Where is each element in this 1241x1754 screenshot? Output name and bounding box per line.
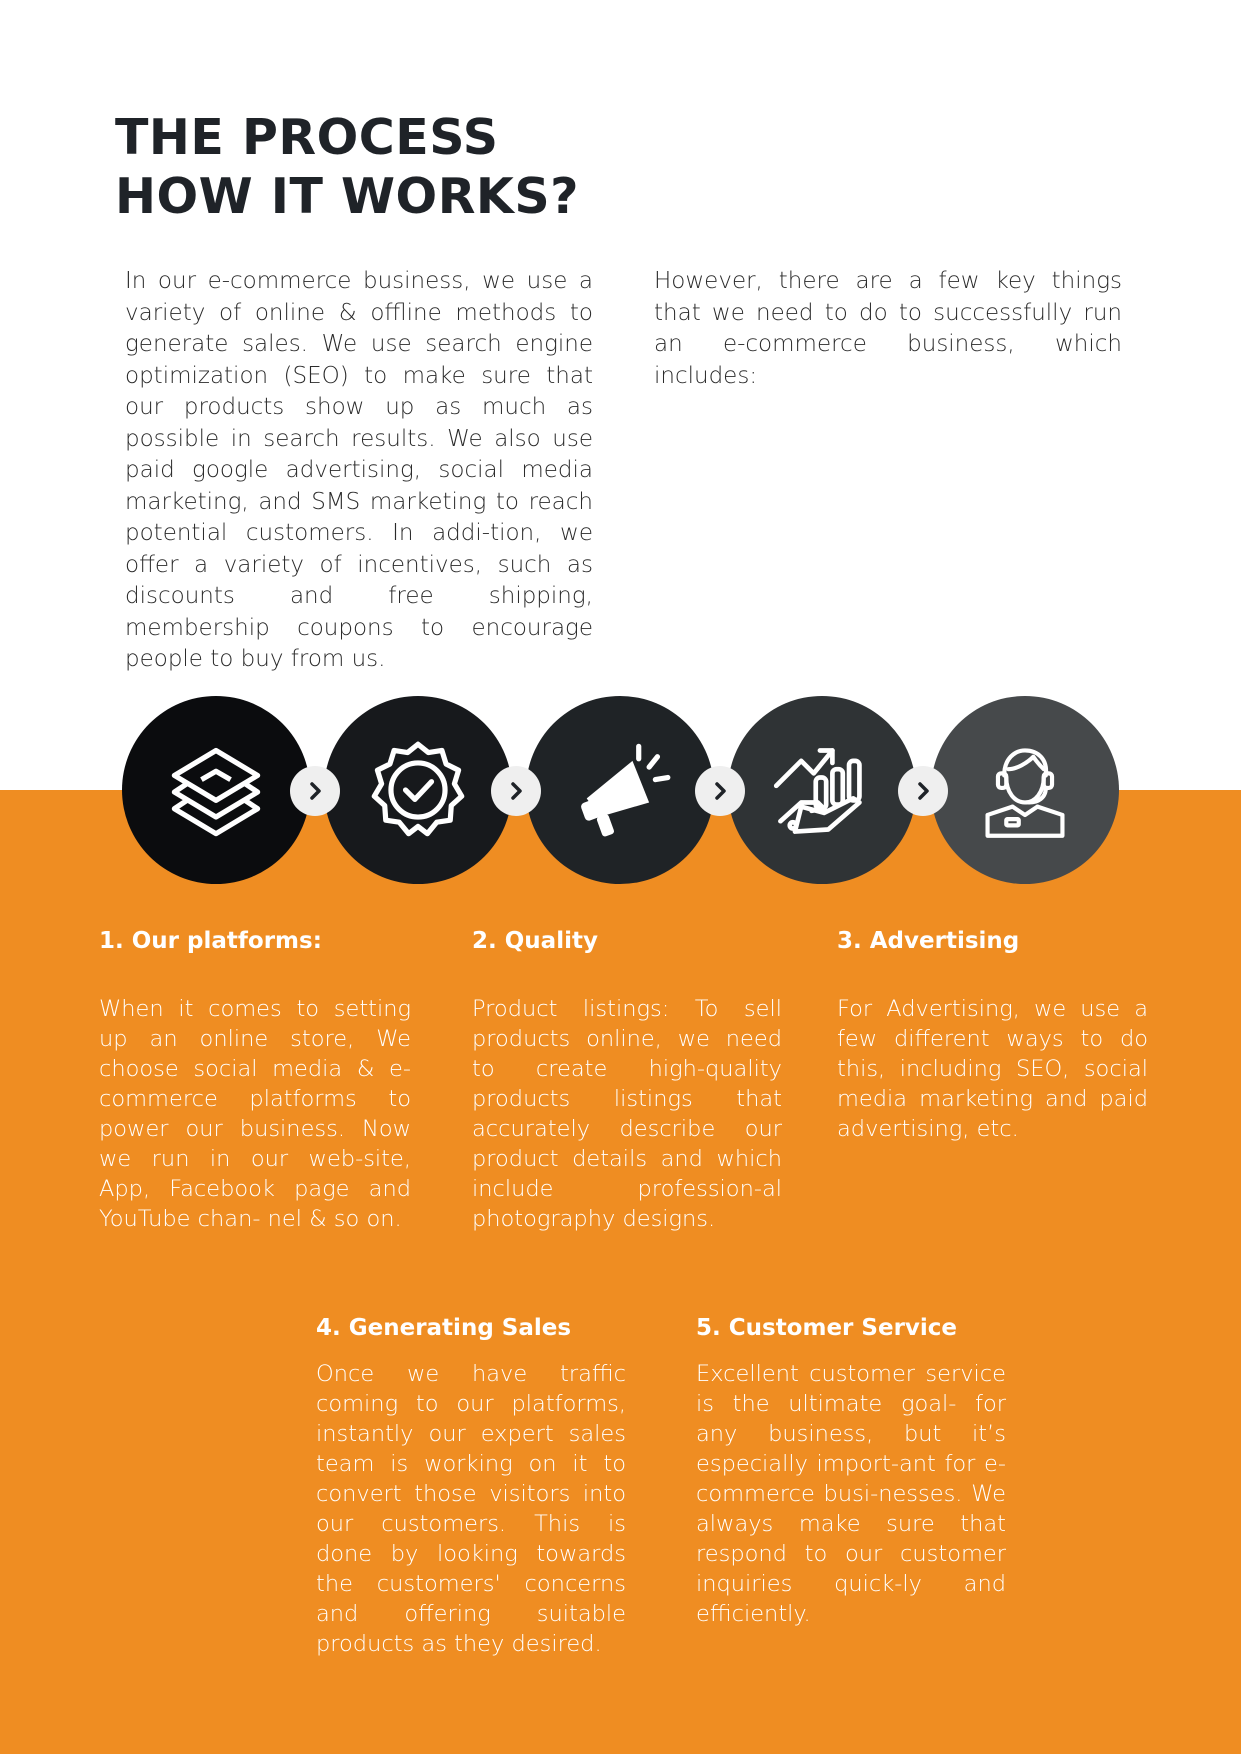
title-line-2: HOW IT WORKS? [115,168,580,225]
chevron-right-icon [506,781,526,801]
intro-paragraph-left: In our e-commerce business, we use a variety of online & offline methods to generate sales. We use search engine optimization (SEO) to make sure that our products show up as much as possible in search results. We also use paid google advertising, social media marketing, and SMS marketing to reach potential customers. In addi-tion, we offer a variety of incentives, such as discounts and free shipping, membership coupons to encourage people to buy from us. [125,268,593,672]
next-arrow-3 [695,766,745,816]
step-3-text: For Advertising, we use a few different ways to do this, including SEO, social media marketing and paid advertising, etc. [837,996,1148,1142]
step-2-title: 2. Quality [472,928,598,954]
chevron-right-icon [710,781,730,801]
chevron-right-icon [913,781,933,801]
step-1-circle [122,696,310,884]
next-arrow-2 [491,766,541,816]
step-3-circle [526,696,714,884]
step-5-title: 5. Customer Service [696,1315,958,1341]
next-arrow-4 [898,766,948,816]
step-1-title: 1. Our platforms: [99,928,322,954]
layers-icon [164,738,268,842]
step-3-title: 3. Advertising [837,928,1020,954]
chevron-right-icon [305,781,325,801]
step-5-text: Excellent customer service is the ultimate goal- for any business, but it’s especially import-ant for e-commerce busi-nesses. We always make sure that respond to our customer inquiries quick-ly and efficiently. [696,1361,1006,1627]
step-2-circle [324,696,512,884]
quality-badge-icon [366,738,470,842]
step-4-circle [728,696,916,884]
step-1-text: When it comes to setting up an online store, We choose social media & e-commerce platforms to power our business. Now we run in our web-site, App, Facebook page and YouTube chan- nel & so on. [99,996,411,1232]
step-5-circle [931,696,1119,884]
step-4-text: Once we have traffic coming to our platforms, instantly our expert sales team is working on it to convert those visitors into our customers. This is done by looking towards the customers' concerns and offering suitable products as they desired. [316,1361,626,1657]
growth-chart-hand-icon [770,738,874,842]
megaphone-icon [568,738,672,842]
next-arrow-1 [290,766,340,816]
intro-paragraph-right: However, there are a few key things that we need to do to successfully run an e-commerce business, which includes: [654,268,1122,389]
customer-service-agent-icon [973,738,1077,842]
step-2-text: Product listings: To sell products online, we need to create high-quality products listings that accurately describe our product details and which include profession-al photography designs. [472,996,782,1232]
step-4-title: 4. Generating Sales [316,1315,572,1341]
page-title [115,108,815,226]
title-line-1: THE PROCESS [115,109,499,166]
